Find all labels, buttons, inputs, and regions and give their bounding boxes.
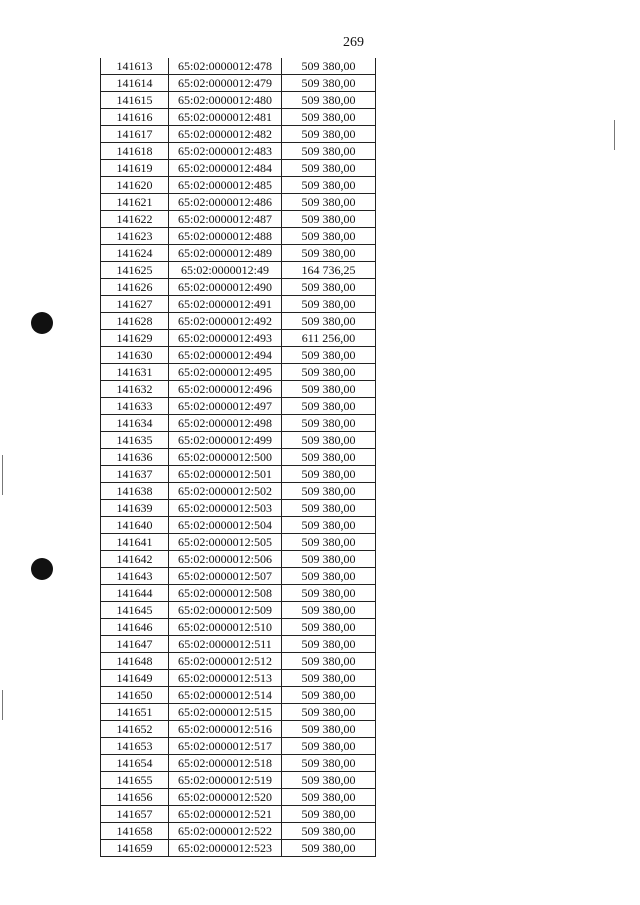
cadastral-number-cell: 65:02:0000012:484 — [169, 160, 282, 177]
value-cell: 509 380,00 — [282, 755, 376, 772]
row-number-cell: 141656 — [101, 789, 169, 806]
value-cell: 509 380,00 — [282, 772, 376, 789]
row-number-cell: 141633 — [101, 398, 169, 415]
value-cell: 509 380,00 — [282, 789, 376, 806]
row-number-cell: 141638 — [101, 483, 169, 500]
table-body — [101, 58, 376, 857]
table-row — [101, 840, 376, 857]
cadastral-number-cell: 65:02:0000012:491 — [169, 296, 282, 313]
table-row — [101, 602, 376, 619]
row-number-cell: 141659 — [101, 840, 169, 857]
table-row — [101, 313, 376, 330]
row-number-cell: 141634 — [101, 415, 169, 432]
value-cell: 509 380,00 — [282, 211, 376, 228]
table-row — [101, 449, 376, 466]
value-cell: 509 380,00 — [282, 483, 376, 500]
value-cell: 509 380,00 — [282, 449, 376, 466]
table-row — [101, 245, 376, 262]
value-cell: 509 380,00 — [282, 432, 376, 449]
cadastral-number-cell: 65:02:0000012:487 — [169, 211, 282, 228]
table-row — [101, 58, 376, 75]
cadastral-number-cell: 65:02:0000012:480 — [169, 92, 282, 109]
table-row — [101, 585, 376, 602]
value-cell: 509 380,00 — [282, 517, 376, 534]
table-row — [101, 772, 376, 789]
row-number-cell: 141635 — [101, 432, 169, 449]
table-row — [101, 75, 376, 92]
cadastral-number-cell: 65:02:0000012:489 — [169, 245, 282, 262]
cadastral-number-cell: 65:02:0000012:482 — [169, 126, 282, 143]
cadastral-number-cell: 65:02:0000012:507 — [169, 568, 282, 585]
value-cell: 509 380,00 — [282, 279, 376, 296]
table-row — [101, 568, 376, 585]
row-number-cell: 141631 — [101, 364, 169, 381]
cadastral-number-cell: 65:02:0000012:498 — [169, 415, 282, 432]
table-row — [101, 347, 376, 364]
value-cell: 509 380,00 — [282, 466, 376, 483]
cadastral-number-cell: 65:02:0000012:516 — [169, 721, 282, 738]
value-cell: 509 380,00 — [282, 381, 376, 398]
page-number: 269 — [343, 35, 364, 50]
value-cell: 509 380,00 — [282, 687, 376, 704]
table-row — [101, 432, 376, 449]
cadastral-number-cell: 65:02:0000012:488 — [169, 228, 282, 245]
table-row — [101, 177, 376, 194]
value-cell: 509 380,00 — [282, 653, 376, 670]
value-cell: 509 380,00 — [282, 806, 376, 823]
value-cell: 509 380,00 — [282, 398, 376, 415]
value-cell: 509 380,00 — [282, 840, 376, 857]
table-row — [101, 109, 376, 126]
cadastral-number-cell: 65:02:0000012:503 — [169, 500, 282, 517]
row-number-cell: 141628 — [101, 313, 169, 330]
cadastral-number-cell: 65:02:0000012:506 — [169, 551, 282, 568]
row-number-cell: 141654 — [101, 755, 169, 772]
cadastral-number-cell: 65:02:0000012:501 — [169, 466, 282, 483]
table-row — [101, 330, 376, 347]
row-number-cell: 141657 — [101, 806, 169, 823]
row-number-cell: 141655 — [101, 772, 169, 789]
table-row — [101, 228, 376, 245]
table-row — [101, 296, 376, 313]
value-cell: 509 380,00 — [282, 364, 376, 381]
table-row — [101, 160, 376, 177]
value-cell: 509 380,00 — [282, 500, 376, 517]
row-number-cell: 141647 — [101, 636, 169, 653]
punch-hole-mark — [31, 558, 53, 580]
table-row — [101, 738, 376, 755]
row-number-cell: 141613 — [101, 58, 169, 75]
table-row — [101, 398, 376, 415]
row-number-cell: 141642 — [101, 551, 169, 568]
value-cell: 611 256,00 — [282, 330, 376, 347]
table-row — [101, 721, 376, 738]
row-number-cell: 141639 — [101, 500, 169, 517]
cadastral-number-cell: 65:02:0000012:497 — [169, 398, 282, 415]
value-cell: 509 380,00 — [282, 551, 376, 568]
value-cell: 509 380,00 — [282, 177, 376, 194]
value-cell: 509 380,00 — [282, 126, 376, 143]
cadastral-number-cell: 65:02:0000012:509 — [169, 602, 282, 619]
table-row — [101, 415, 376, 432]
cadastral-number-cell: 65:02:0000012:517 — [169, 738, 282, 755]
row-number-cell: 141649 — [101, 670, 169, 687]
cadastral-number-cell: 65:02:0000012:494 — [169, 347, 282, 364]
value-cell: 509 380,00 — [282, 704, 376, 721]
table-row — [101, 534, 376, 551]
cadastral-number-cell: 65:02:0000012:502 — [169, 483, 282, 500]
row-number-cell: 141616 — [101, 109, 169, 126]
cadastral-number-cell: 65:02:0000012:518 — [169, 755, 282, 772]
table-row — [101, 483, 376, 500]
cadastral-number-cell: 65:02:0000012:512 — [169, 653, 282, 670]
row-number-cell: 141637 — [101, 466, 169, 483]
cadastral-number-cell: 65:02:0000012:508 — [169, 585, 282, 602]
cadastral-number-cell: 65:02:0000012:511 — [169, 636, 282, 653]
row-number-cell: 141617 — [101, 126, 169, 143]
cadastral-number-cell: 65:02:0000012:515 — [169, 704, 282, 721]
row-number-cell: 141652 — [101, 721, 169, 738]
row-number-cell: 141648 — [101, 653, 169, 670]
table-row — [101, 211, 376, 228]
parcel-registry-table — [100, 58, 376, 857]
cadastral-number-cell: 65:02:0000012:492 — [169, 313, 282, 330]
table-row — [101, 364, 376, 381]
scan-artifact-line — [614, 120, 615, 150]
cadastral-number-cell: 65:02:0000012:479 — [169, 75, 282, 92]
value-cell: 509 380,00 — [282, 347, 376, 364]
cadastral-number-cell: 65:02:0000012:485 — [169, 177, 282, 194]
table-row — [101, 636, 376, 653]
value-cell: 509 380,00 — [282, 534, 376, 551]
cadastral-number-cell: 65:02:0000012:495 — [169, 364, 282, 381]
value-cell: 509 380,00 — [282, 721, 376, 738]
value-cell: 509 380,00 — [282, 194, 376, 211]
row-number-cell: 141621 — [101, 194, 169, 211]
row-number-cell: 141626 — [101, 279, 169, 296]
row-number-cell: 141615 — [101, 92, 169, 109]
cadastral-number-cell: 65:02:0000012:514 — [169, 687, 282, 704]
table-row — [101, 704, 376, 721]
table-row — [101, 381, 376, 398]
cadastral-number-cell: 65:02:0000012:500 — [169, 449, 282, 466]
row-number-cell: 141644 — [101, 585, 169, 602]
cadastral-number-cell: 65:02:0000012:493 — [169, 330, 282, 347]
row-number-cell: 141646 — [101, 619, 169, 636]
cadastral-number-cell: 65:02:0000012:521 — [169, 806, 282, 823]
table-row — [101, 126, 376, 143]
row-number-cell: 141640 — [101, 517, 169, 534]
value-cell: 509 380,00 — [282, 738, 376, 755]
row-number-cell: 141650 — [101, 687, 169, 704]
row-number-cell: 141622 — [101, 211, 169, 228]
value-cell: 164 736,25 — [282, 262, 376, 279]
row-number-cell: 141614 — [101, 75, 169, 92]
cadastral-number-cell: 65:02:0000012:504 — [169, 517, 282, 534]
value-cell: 509 380,00 — [282, 670, 376, 687]
table-row — [101, 466, 376, 483]
row-number-cell: 141619 — [101, 160, 169, 177]
value-cell: 509 380,00 — [282, 228, 376, 245]
table-row — [101, 194, 376, 211]
row-number-cell: 141623 — [101, 228, 169, 245]
table-row — [101, 823, 376, 840]
value-cell: 509 380,00 — [282, 636, 376, 653]
row-number-cell: 141625 — [101, 262, 169, 279]
row-number-cell: 141658 — [101, 823, 169, 840]
value-cell: 509 380,00 — [282, 58, 376, 75]
cadastral-number-cell: 65:02:0000012:49 — [169, 262, 282, 279]
cadastral-number-cell: 65:02:0000012:481 — [169, 109, 282, 126]
row-number-cell: 141643 — [101, 568, 169, 585]
table-row — [101, 517, 376, 534]
table-row — [101, 653, 376, 670]
value-cell: 509 380,00 — [282, 92, 376, 109]
table-row — [101, 143, 376, 160]
cadastral-number-cell: 65:02:0000012:490 — [169, 279, 282, 296]
value-cell: 509 380,00 — [282, 160, 376, 177]
table-row — [101, 262, 376, 279]
punch-hole-mark — [31, 312, 53, 334]
value-cell: 509 380,00 — [282, 143, 376, 160]
scan-artifact-line — [2, 690, 3, 720]
value-cell: 509 380,00 — [282, 568, 376, 585]
cadastral-number-cell: 65:02:0000012:520 — [169, 789, 282, 806]
cadastral-number-cell: 65:02:0000012:499 — [169, 432, 282, 449]
row-number-cell: 141645 — [101, 602, 169, 619]
row-number-cell: 141651 — [101, 704, 169, 721]
row-number-cell: 141632 — [101, 381, 169, 398]
table-row — [101, 619, 376, 636]
table-row — [101, 789, 376, 806]
value-cell: 509 380,00 — [282, 245, 376, 262]
cadastral-number-cell: 65:02:0000012:523 — [169, 840, 282, 857]
row-number-cell: 141627 — [101, 296, 169, 313]
cadastral-number-cell: 65:02:0000012:522 — [169, 823, 282, 840]
value-cell: 509 380,00 — [282, 823, 376, 840]
row-number-cell: 141636 — [101, 449, 169, 466]
value-cell: 509 380,00 — [282, 619, 376, 636]
table-row — [101, 279, 376, 296]
value-cell: 509 380,00 — [282, 75, 376, 92]
cadastral-number-cell: 65:02:0000012:478 — [169, 58, 282, 75]
row-number-cell: 141618 — [101, 143, 169, 160]
cadastral-number-cell: 65:02:0000012:486 — [169, 194, 282, 211]
value-cell: 509 380,00 — [282, 296, 376, 313]
scan-artifact-line — [2, 455, 3, 495]
value-cell: 509 380,00 — [282, 415, 376, 432]
cadastral-number-cell: 65:02:0000012:510 — [169, 619, 282, 636]
table-row — [101, 670, 376, 687]
row-number-cell: 141624 — [101, 245, 169, 262]
table-row — [101, 687, 376, 704]
table-row — [101, 92, 376, 109]
cadastral-number-cell: 65:02:0000012:496 — [169, 381, 282, 398]
cadastral-number-cell: 65:02:0000012:519 — [169, 772, 282, 789]
cadastral-number-cell: 65:02:0000012:483 — [169, 143, 282, 160]
value-cell: 509 380,00 — [282, 602, 376, 619]
row-number-cell: 141653 — [101, 738, 169, 755]
row-number-cell: 141620 — [101, 177, 169, 194]
cadastral-number-cell: 65:02:0000012:505 — [169, 534, 282, 551]
row-number-cell: 141641 — [101, 534, 169, 551]
value-cell: 509 380,00 — [282, 585, 376, 602]
table-row — [101, 551, 376, 568]
table-row — [101, 755, 376, 772]
row-number-cell: 141630 — [101, 347, 169, 364]
row-number-cell: 141629 — [101, 330, 169, 347]
table-row — [101, 500, 376, 517]
value-cell: 509 380,00 — [282, 313, 376, 330]
value-cell: 509 380,00 — [282, 109, 376, 126]
table-row — [101, 806, 376, 823]
cadastral-number-cell: 65:02:0000012:513 — [169, 670, 282, 687]
